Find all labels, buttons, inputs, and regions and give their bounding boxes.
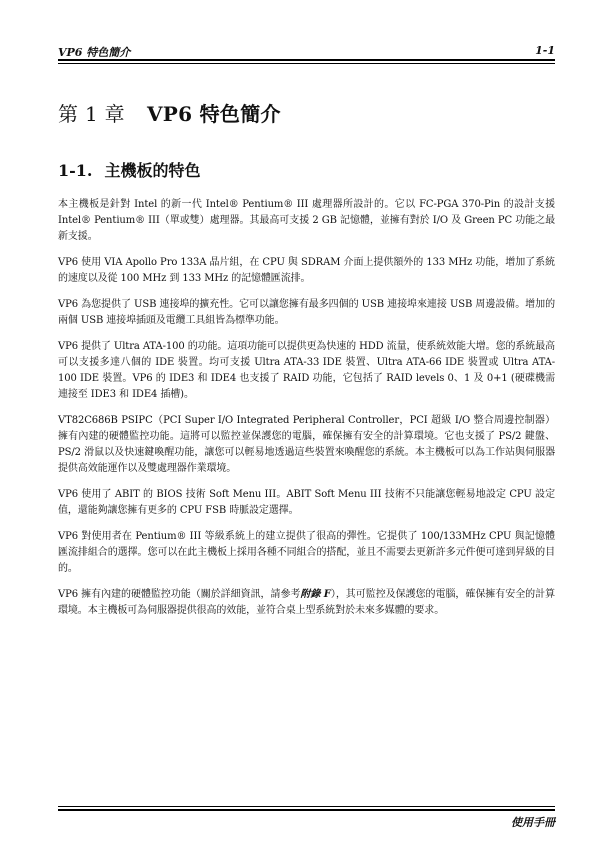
section-heading bbox=[58, 158, 201, 181]
chapter-number: 第 1 章 bbox=[58, 102, 125, 126]
chapter-heading bbox=[58, 98, 281, 127]
running-header-page-number: 1-1 bbox=[535, 44, 555, 57]
paragraph-ata100: VP6 提供了 Ultra ATA-100 的功能。這項功能可以提供更為快速的 HDD 流量，使系統效能大增。您的系統最高可以支援多達八個的 IDE 裝置。均可支援 Ultra ATA-33 IDE 裝置、Ultra ATA-66 IDE 裝置或 Ultra ATA-100 IDE 裝置。VP6 的 IDE3 和 IDE4 也支援了 RAID 功能，它包括了 RAID levels 0、1 及 0+1 (硬碟機需連接至 IDE3 和 IDE4 插槽)。 bbox=[58, 341, 555, 400]
footer-rule-thick bbox=[58, 809, 555, 811]
running-footer-manual: 使用手冊 bbox=[511, 816, 555, 829]
paragraph-text-after-ref: ），其可監控及保護您的電腦，確保擁有安全的計算環境。本主機板可為伺服器提供很高的效能，並符合桌上型系統對於未來多媒體的要求。 bbox=[58, 589, 556, 616]
header-rule-thin bbox=[58, 63, 555, 64]
paragraph-intro: 本主機板是針對 Intel 的新一代 Intel® Pentium® III 處理器所設計的。它以 FC-PGA 370-Pin 的設計支援 Intel® Pentium® III（單或雙）處理器。其最高可支援 2 GB 記憶體，並擁有對於 I/O 及 Green PC 功能之最新支援。 bbox=[58, 199, 555, 242]
section-number: 1-1. bbox=[58, 161, 93, 180]
paragraph-text-before-ref: VP6 擁有內建的硬體監控功能（關於詳細資訊，請參考 bbox=[58, 589, 301, 600]
paragraph-hardware-monitor bbox=[58, 587, 555, 619]
paragraph-flexibility: VP6 對使用者在 Pentium® III 等級系統上的建立提供了很高的彈性。它提供了 100/133MHz CPU 與記憶體匯流排組合的選擇。您可以在此主機板上採用各種不同組合的搭配，並且不需要去更新許多元件便可達到昇級的目的。 bbox=[58, 531, 555, 574]
paragraph-chipset: VP6 使用 VIA Apollo Pro 133A 晶片組，在 CPU 與 SDRAM 介面上提供額外的 133 MHz 功能，增加了系統的速度以及從 100 MHz 到 133 MHz 的記憶體匯流排。 bbox=[58, 257, 555, 284]
chapter-title: VP6 特色簡介 bbox=[146, 102, 281, 126]
paragraph-psipc: VT82C686B PSIPC（PCI Super I/O Integrated Peripheral Controller，PCI 超級 I/O 整合周邊控制器）擁有內建的硬體監控功能。這將可以監控並保護您的電腦，確保擁有安全的計算環境。它也支援了 PS/2 鍵盤、PS/2 滑鼠以及快速鍵喚醒功能，讓您可以輕易地透過這些裝置來喚醒您的系統。本主機板可以為工作站與伺服器提供高效能運作以及雙處理器作業環境。 bbox=[58, 415, 555, 474]
body-content bbox=[58, 197, 555, 629]
paragraph-usb: VP6 為您提供了 USB 連接埠的擴充性。它可以讓您擁有最多四個的 USB 連接埠來連接 USB 周邊設備。增加的兩個 USB 連接埠插頭及電纜工具組皆為標準功能。 bbox=[58, 299, 555, 326]
section-title: 主機板的特色 bbox=[104, 161, 201, 180]
paragraph-soft-menu: VP6 使用了 ABIT 的 BIOS 技術 Soft Menu III。ABIT Soft Menu III 技術不只能讓您輕易地設定 CPU 設定值，還能夠讓您擁有更多的 CPU FSB 時脈設定選擇。 bbox=[58, 489, 555, 516]
footer-rule-thin bbox=[58, 806, 555, 807]
header-rule-thick bbox=[58, 59, 555, 61]
appendix-reference: 附錄 F bbox=[300, 589, 331, 600]
running-header-title: VP6 特色簡介 bbox=[58, 46, 131, 59]
